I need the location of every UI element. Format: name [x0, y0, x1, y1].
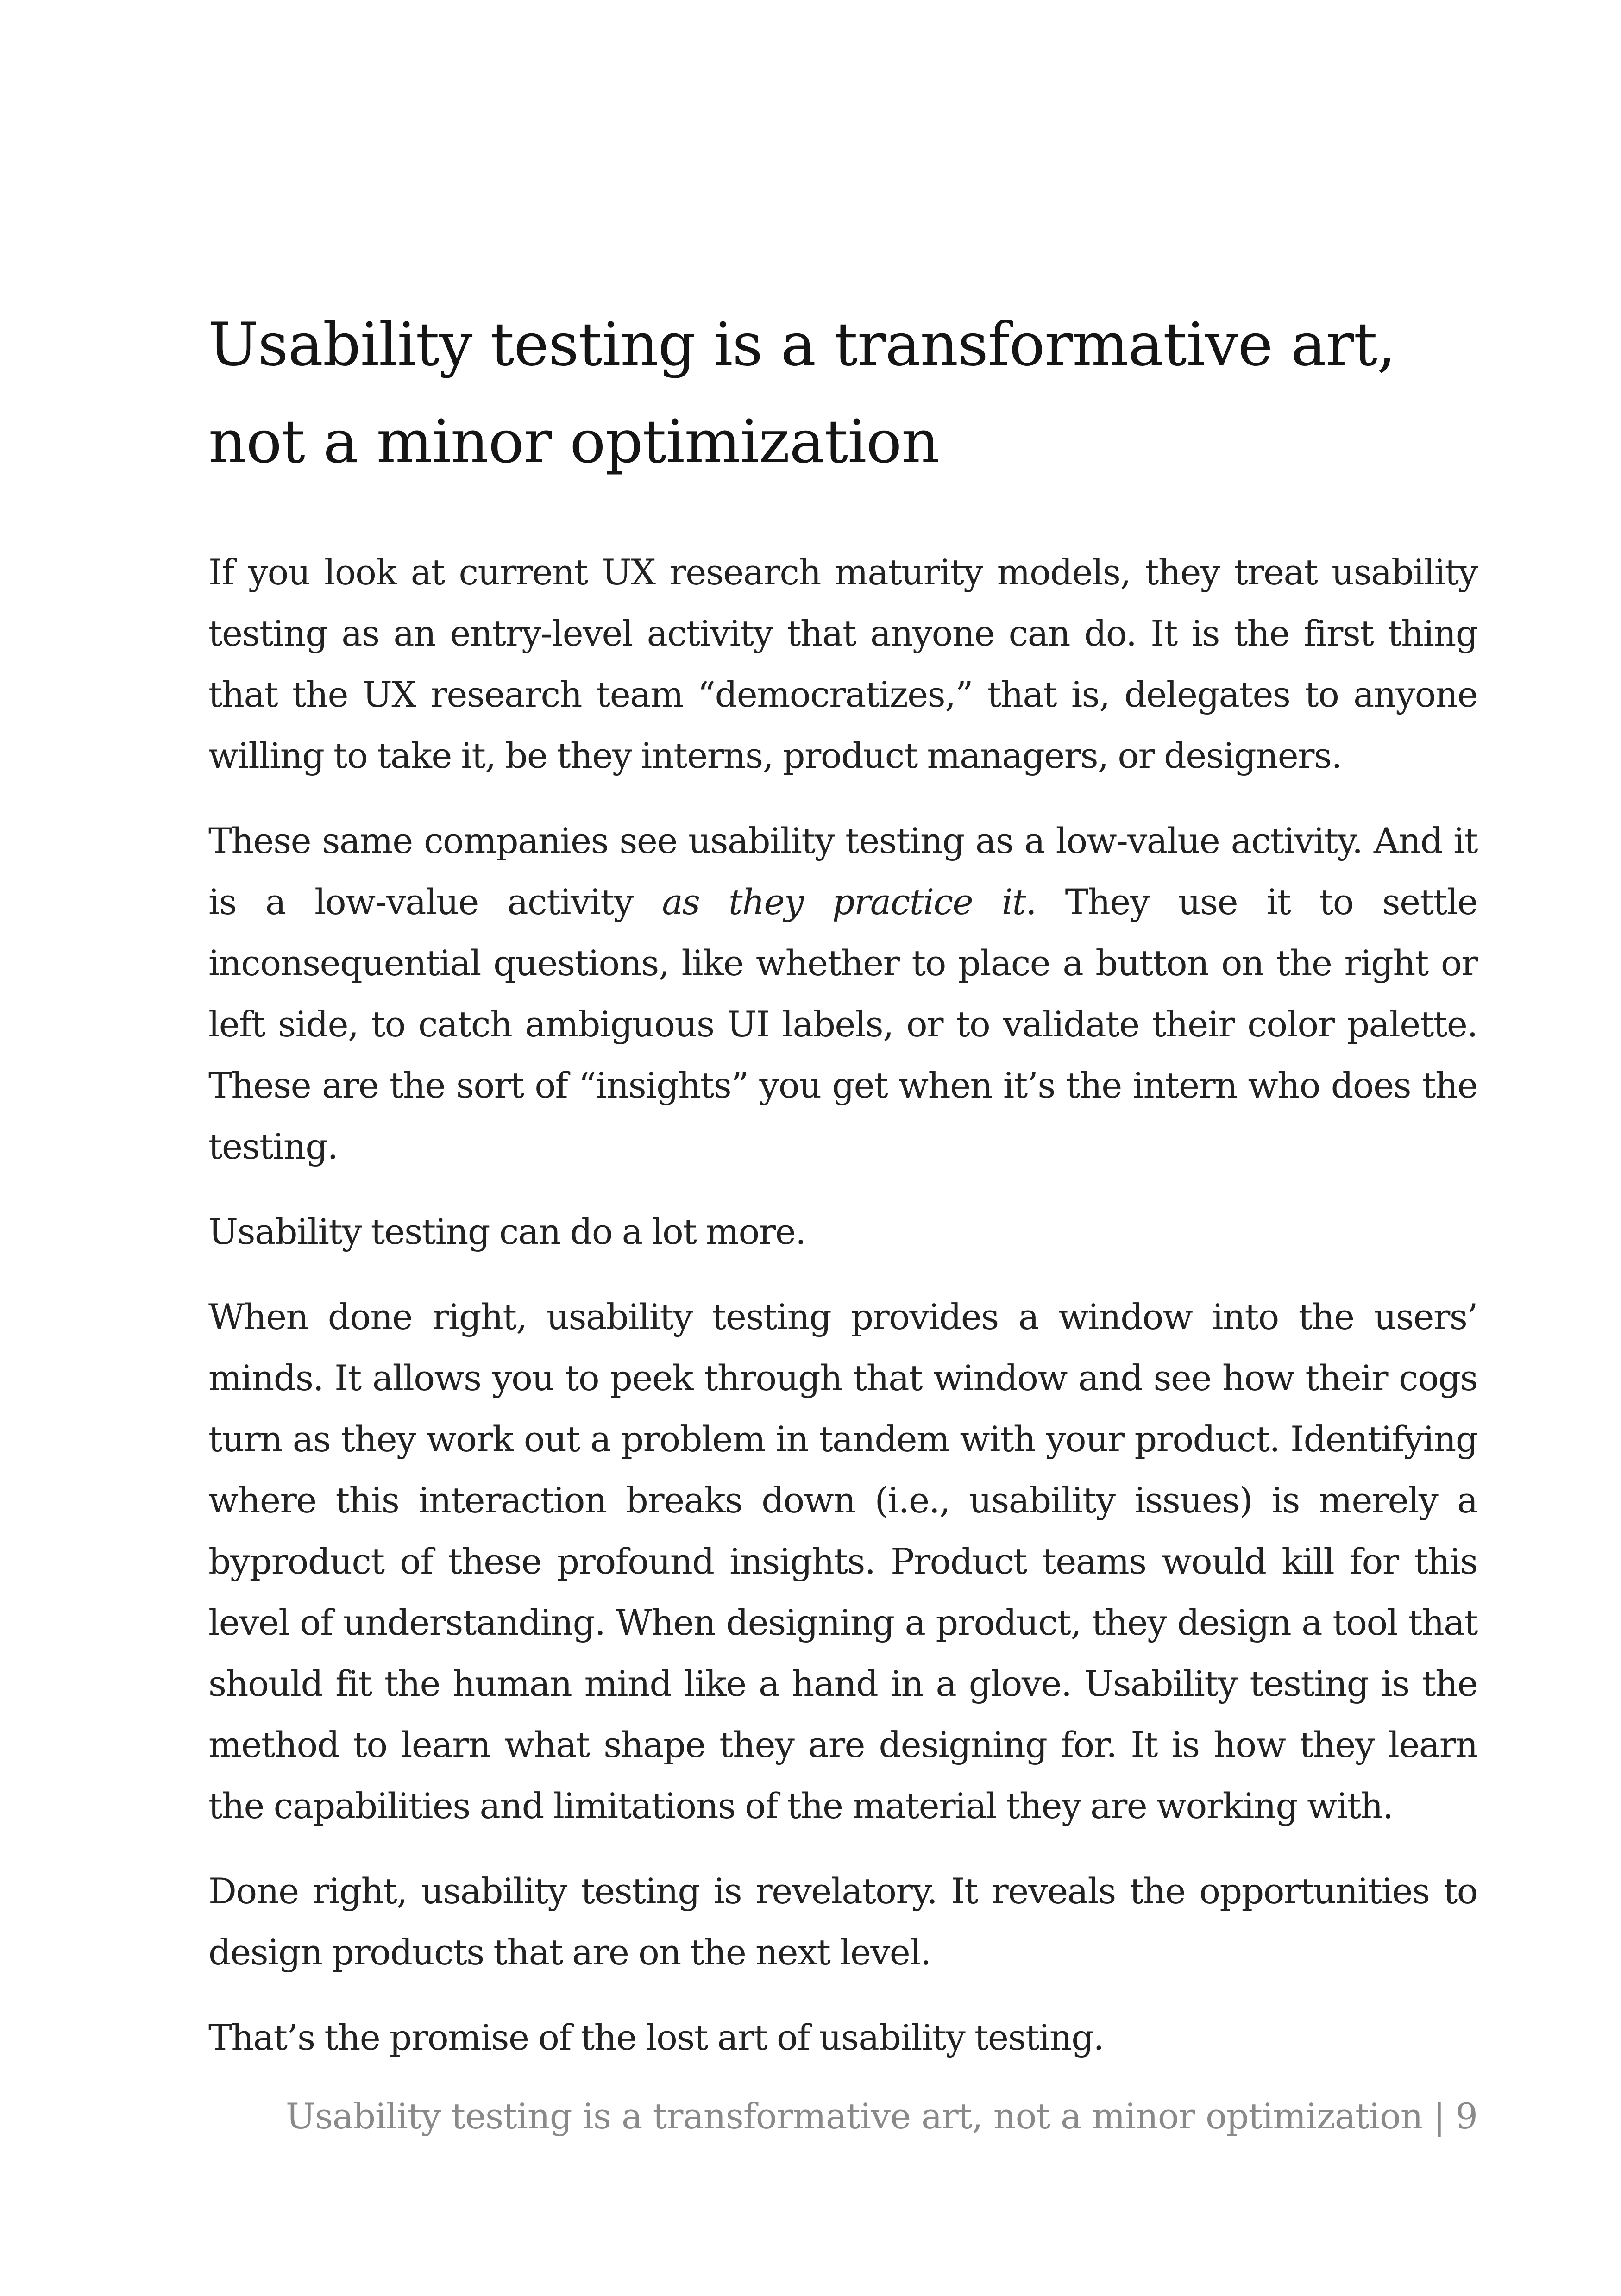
paragraph-2-end: . They use it to settle inconsequential questions, like whether to place a button on the right or left side, to catch ambiguous UI labels, or to validate their color palette. These are the sort of “insights” you get when it’s the intern who does the testing. [208, 881, 1478, 1167]
running-title: Usability testing is a transformative art, not a minor optimization [285, 2095, 1423, 2137]
page-footer [286, 2093, 1477, 2139]
footer-separator: | [1433, 2095, 1445, 2137]
paragraph-4: When done right, usability testing provides a window into the users’ minds. It allows you to peek through that window and see how their cogs turn as they work out a problem in tandem with your product. Identifying where this interaction breaks down (i.e., usability issues) is merely a byproduct of these profound insights. Product teams would kill for this level of understanding. When designing a product, they design a tool that should fit the human mind like a hand in a glove. Usability testing is the method to learn what shape they are designing for. It is how they learn the capabilities and limitations of the material they are working with. [208, 1296, 1477, 1826]
body-text [208, 542, 1477, 2068]
title-line-2: not a minor optimization [208, 408, 939, 477]
page-title [208, 296, 1477, 491]
paragraph-2 [208, 810, 1477, 1177]
page-content [208, 296, 1477, 2092]
paragraph-1: If you look at current UX research maturity models, they treat usability testing as an entry-level activity that anyone can do. It is the first thing that the UX research team “democratizes,” that is, delegates to anyone willing to take it, be they interns, product managers, or designers. [208, 552, 1477, 776]
title-line-1: Usability testing is a transformative art, [208, 310, 1395, 379]
paragraph-2-emphasis: as they practice it [662, 881, 1026, 922]
paragraph-2-start: These same companies see usability testing as a low-value activity. And it is a low-value activity [208, 820, 1477, 922]
paragraph-5: Done right, usability testing is revelatory. It reveals the opportunities to design products that are on the next level. [208, 1870, 1477, 1973]
paragraph-3: Usability testing can do a lot more. [208, 1211, 806, 1252]
paragraph-6: That’s the promise of the lost art of usability testing. [208, 2017, 1104, 2058]
page-number: 9 [1455, 2095, 1477, 2137]
